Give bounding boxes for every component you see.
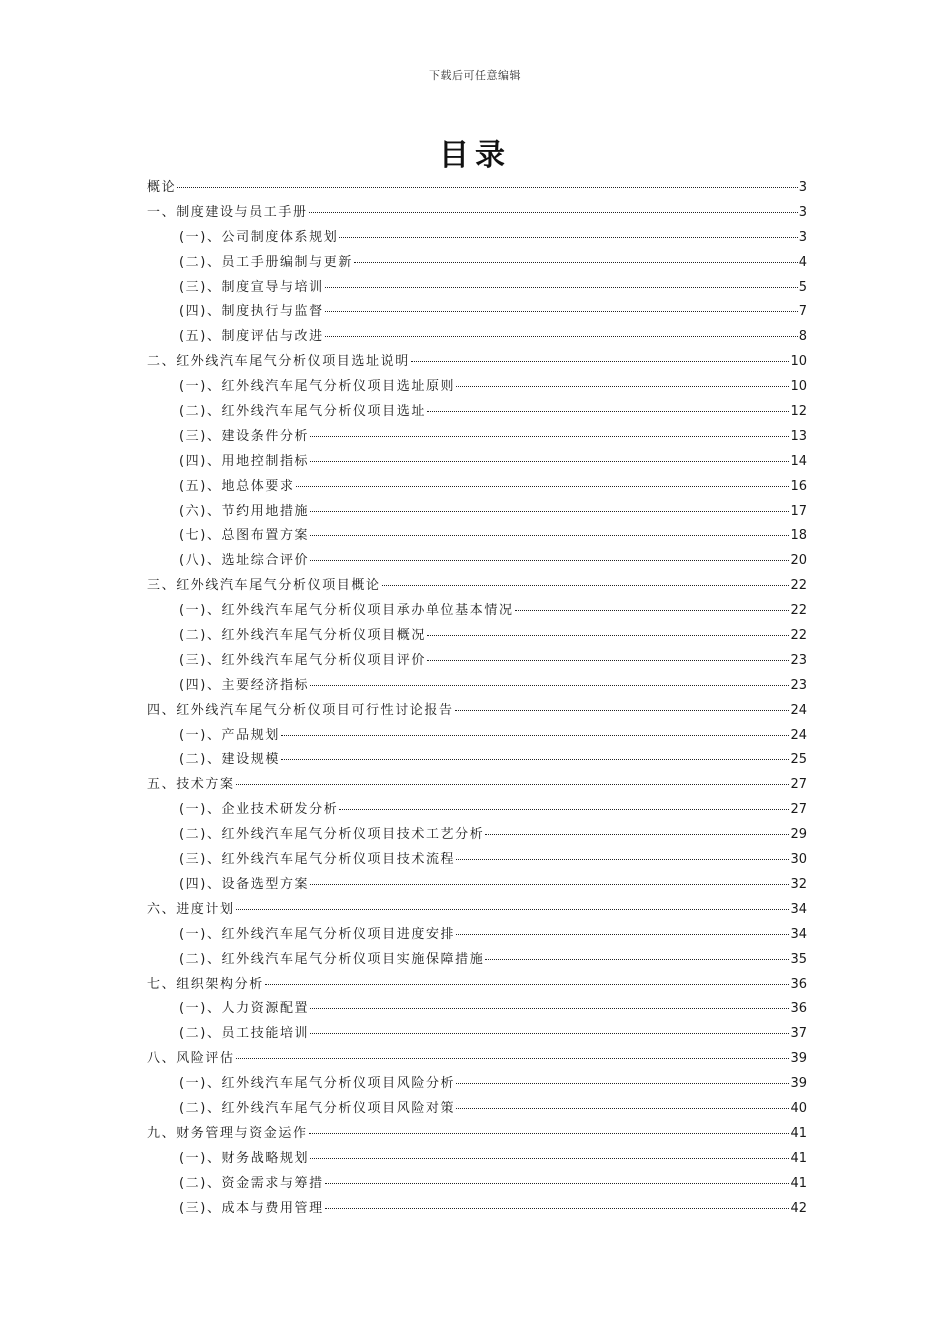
toc-dot-leader [382,585,790,586]
toc-chapter-entry[interactable] [147,350,807,375]
toc-dot-leader [325,1183,790,1184]
toc-entry-label: (一)、产品规划 [179,727,280,743]
toc-dot-leader [236,784,790,785]
toc-entry-label: (三)、建设条件分析 [179,428,310,444]
toc-dot-leader [325,311,798,312]
toc-dot-leader [485,959,789,960]
toc-entry-label: (二)、建设规模 [179,752,280,768]
toc-dot-leader [177,187,798,188]
toc-entry-label: (三)、红外线汽车尾气分析仪项目技术流程 [179,852,456,868]
toc-section-entry[interactable] [147,450,807,475]
toc-dot-leader [515,610,790,611]
toc-entry-page-number: 41 [790,1150,807,1166]
toc-section-entry[interactable] [147,1097,807,1122]
page-header-note: 下载后可任意编辑 [429,69,521,82]
toc-entry-page-number: 16 [790,478,807,494]
toc-section-entry[interactable] [147,325,807,350]
toc-entry-page-number: 41 [790,1175,807,1191]
toc-section-entry[interactable] [147,923,807,948]
toc-entry-label: 一、制度建设与员工手册 [147,204,308,220]
toc-entry-page-number: 8 [798,329,807,345]
toc-dot-leader [309,1133,790,1134]
toc-section-entry[interactable] [147,400,807,425]
toc-entry-page-number: 35 [790,951,807,967]
toc-entry-page-number: 30 [790,852,807,868]
toc-section-entry[interactable] [147,599,807,624]
toc-entry-label: 五、技术方案 [147,777,235,793]
toc-dot-leader [485,834,789,835]
toc-entry-page-number: 39 [790,1051,807,1067]
toc-section-entry[interactable] [147,425,807,450]
toc-entry-page-number: 10 [790,354,807,370]
toc-section-entry[interactable] [147,848,807,873]
toc-entry-label: (二)、红外线汽车尾气分析仪项目选址 [179,404,426,420]
toc-dot-leader [456,1083,789,1084]
toc-entry-label: (一)、企业技术研发分析 [179,802,339,818]
toc-dot-leader [310,511,789,512]
toc-dot-leader [281,759,790,760]
toc-dot-leader [456,934,789,935]
toc-chapter-entry[interactable] [147,1122,807,1147]
toc-entry-label: (七)、总图布置方案 [179,528,310,544]
toc-dot-leader [310,535,789,536]
toc-entry-page-number: 18 [790,528,807,544]
toc-entry-label: (三)、红外线汽车尾气分析仪项目评价 [179,652,426,668]
toc-entry-label: (二)、员工手册编制与更新 [179,254,353,270]
toc-dot-leader [310,436,789,437]
toc-entry-label: 概论 [147,180,177,195]
toc-section-entry[interactable] [147,500,807,525]
toc-chapter-entry[interactable] [147,773,807,798]
toc-dot-leader [325,1208,790,1209]
toc-section-entry[interactable] [147,549,807,574]
toc-dot-leader [325,287,798,288]
toc-entry-label: (一)、人力资源配置 [179,1001,310,1017]
toc-entry-page-number: 40 [790,1100,807,1116]
toc-section-entry[interactable] [147,1022,807,1047]
toc-dot-leader [265,984,790,985]
toc-entry-label: (一)、红外线汽车尾气分析仪项目承办单位基本情况 [179,603,514,619]
toc-chapter-entry[interactable] [147,574,807,599]
toc-entry-label: (四)、设备选型方案 [179,876,310,892]
toc-entry-label: 七、组织架构分析 [147,976,264,992]
toc-entry-page-number: 20 [790,553,807,569]
toc-chapter-entry[interactable] [147,699,807,724]
table-of-contents [147,176,807,1221]
toc-entry-label: 八、风险评估 [147,1051,235,1067]
toc-entry-page-number: 12 [790,404,807,420]
toc-entry-label: (二)、资金需求与筹措 [179,1175,324,1191]
toc-entry-label: 三、红外线汽车尾气分析仪项目概论 [147,578,381,594]
toc-section-entry[interactable] [147,375,807,400]
toc-entry-label: (二)、红外线汽车尾气分析仪项目技术工艺分析 [179,827,485,843]
toc-entry-label: (一)、红外线汽车尾气分析仪项目选址原则 [179,379,456,395]
toc-entry-page-number: 34 [790,926,807,942]
toc-entry-label: (四)、制度执行与监督 [179,304,324,320]
toc-entry-label: (四)、用地控制指标 [179,453,310,469]
toc-dot-leader [236,909,790,910]
toc-entry-page-number: 10 [790,379,807,395]
toc-entry-page-number: 29 [790,827,807,843]
toc-entry-label: (三)、制度宣导与培训 [179,279,324,295]
toc-dot-leader [427,411,790,412]
toc-entry-page-number: 25 [790,752,807,768]
toc-dot-leader [281,735,790,736]
toc-dot-leader [411,361,790,362]
toc-entry-page-number: 36 [790,976,807,992]
toc-entry-label: (二)、红外线汽车尾气分析仪项目概况 [179,628,426,644]
toc-entry-page-number: 22 [790,578,807,594]
toc-dot-leader [310,685,789,686]
toc-chapter-entry[interactable] [147,176,807,201]
toc-entry-page-number: 13 [790,428,807,444]
toc-entry-page-number: 37 [790,1026,807,1042]
toc-entry-page-number: 36 [790,1001,807,1017]
toc-dot-leader [354,262,798,263]
toc-section-entry[interactable] [147,748,807,773]
toc-dot-leader [310,1008,789,1009]
toc-chapter-entry[interactable] [147,973,807,998]
toc-section-entry[interactable] [147,300,807,325]
toc-chapter-entry[interactable] [147,201,807,226]
toc-entry-label: 二、红外线汽车尾气分析仪项目选址说明 [147,354,410,370]
toc-dot-leader [456,859,789,860]
toc-dot-leader [296,486,790,487]
toc-section-entry[interactable] [147,251,807,276]
toc-dot-leader [427,660,790,661]
toc-chapter-entry[interactable] [147,1047,807,1072]
toc-entry-page-number: 42 [790,1200,807,1216]
toc-entry-label: (八)、选址综合评价 [179,553,310,569]
toc-entry-page-number: 34 [790,901,807,917]
toc-entry-page-number: 3 [798,180,807,195]
toc-section-entry[interactable] [147,1197,807,1222]
toc-dot-leader [339,237,797,238]
toc-dot-leader [309,212,798,213]
toc-entry-page-number: 7 [798,304,807,320]
toc-dot-leader [310,461,789,462]
toc-entry-page-number: 24 [790,702,807,718]
toc-entry-page-number: 22 [790,628,807,644]
toc-entry-label: (五)、制度评估与改进 [179,329,324,345]
toc-entry-label: (一)、公司制度体系规划 [179,229,339,245]
toc-dot-leader [325,336,798,337]
toc-dot-leader [310,884,789,885]
toc-section-entry[interactable] [147,524,807,549]
toc-section-entry[interactable] [147,873,807,898]
toc-entry-page-number: 24 [790,727,807,743]
toc-entry-label: (五)、地总体要求 [179,478,295,494]
toc-dot-leader [427,635,790,636]
toc-dot-leader [310,560,789,561]
toc-entry-page-number: 27 [790,777,807,793]
toc-section-entry[interactable] [147,1147,807,1172]
toc-section-entry[interactable] [147,1072,807,1097]
toc-entry-label: (一)、红外线汽车尾气分析仪项目风险分析 [179,1076,456,1092]
toc-chapter-entry[interactable] [147,898,807,923]
toc-section-entry[interactable] [147,798,807,823]
toc-entry-page-number: 5 [798,279,807,295]
toc-section-entry[interactable] [147,724,807,749]
toc-entry-page-number: 32 [790,876,807,892]
toc-entry-label: (四)、主要经济指标 [179,677,310,693]
toc-entry-page-number: 3 [798,204,807,220]
toc-entry-label: (一)、财务战略规划 [179,1150,310,1166]
toc-entry-page-number: 14 [790,453,807,469]
toc-entry-page-number: 17 [790,503,807,519]
toc-dot-leader [456,386,789,387]
toc-dot-leader [310,1033,789,1034]
toc-entry-page-number: 4 [798,254,807,270]
toc-section-entry[interactable] [147,674,807,699]
toc-entry-label: (二)、员工技能培训 [179,1026,310,1042]
toc-section-entry[interactable] [147,624,807,649]
toc-section-entry[interactable] [147,823,807,848]
toc-entry-page-number: 3 [798,229,807,245]
toc-entry-label: (二)、红外线汽车尾气分析仪项目实施保障措施 [179,951,485,967]
toc-entry-label: (一)、红外线汽车尾气分析仪项目进度安排 [179,926,456,942]
toc-section-entry[interactable] [147,997,807,1022]
toc-entry-label: (三)、成本与费用管理 [179,1200,324,1216]
toc-dot-leader [236,1058,790,1059]
toc-entry-page-number: 41 [790,1125,807,1141]
toc-dot-leader [339,809,789,810]
toc-entry-page-number: 23 [790,652,807,668]
toc-entry-page-number: 23 [790,677,807,693]
toc-entry-page-number: 22 [790,603,807,619]
toc-section-entry[interactable] [147,649,807,674]
toc-entry-label: 四、红外线汽车尾气分析仪项目可行性讨论报告 [147,702,454,718]
toc-title: 目录 [439,138,511,173]
toc-entry-page-number: 27 [790,802,807,818]
toc-section-entry[interactable] [147,226,807,251]
toc-entry-label: (二)、红外线汽车尾气分析仪项目风险对策 [179,1100,456,1116]
toc-section-entry[interactable] [147,948,807,973]
toc-section-entry[interactable] [147,475,807,500]
toc-dot-leader [455,710,790,711]
toc-section-entry[interactable] [147,1172,807,1197]
toc-entry-label: 九、财务管理与资金运作 [147,1125,308,1141]
toc-entry-label: 六、进度计划 [147,901,235,917]
toc-entry-page-number: 39 [790,1076,807,1092]
toc-dot-leader [456,1108,789,1109]
toc-dot-leader [310,1158,789,1159]
toc-section-entry[interactable] [147,276,807,301]
toc-entry-label: (六)、节约用地措施 [179,503,310,519]
